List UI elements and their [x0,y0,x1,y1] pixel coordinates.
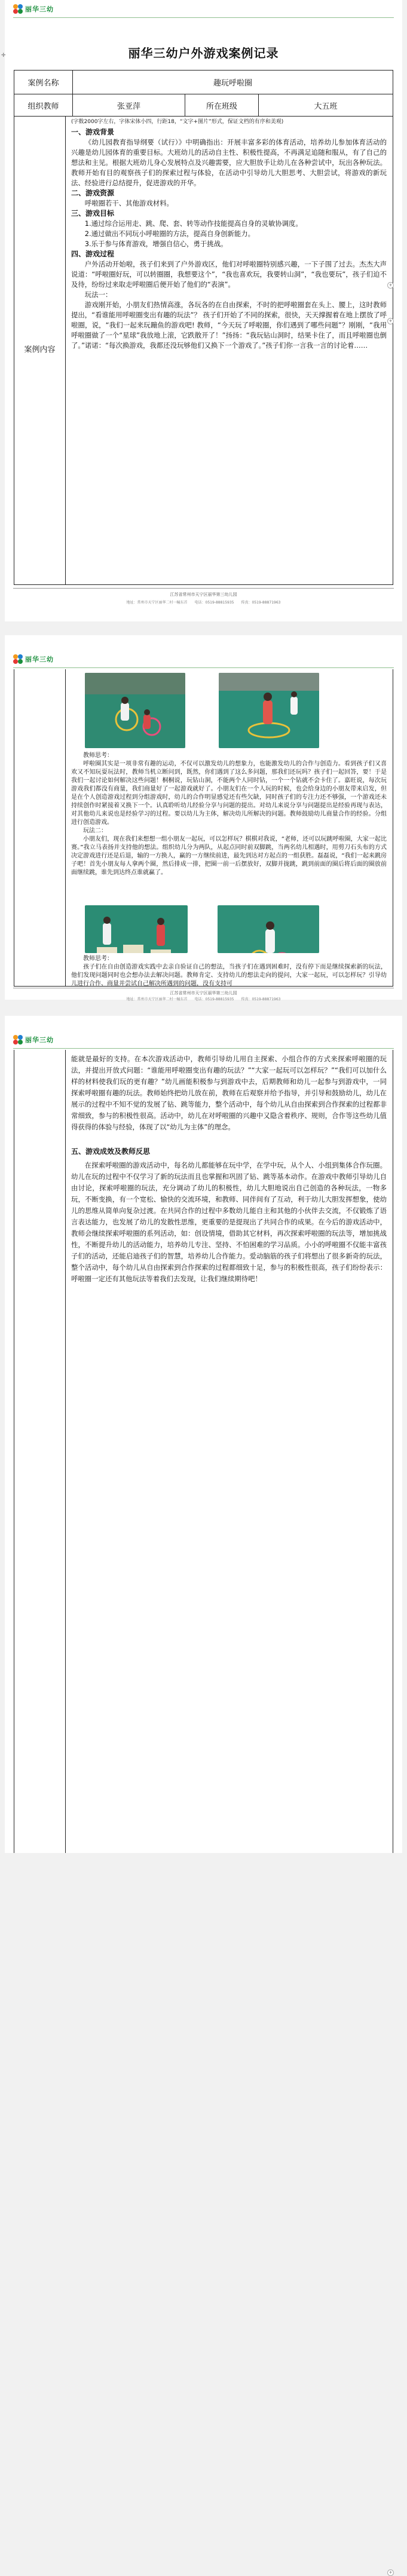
case-content-text [71,752,387,877]
logo-text: 丽华三幼 [25,656,54,663]
header-divider [13,1048,394,1049]
footer-contact: 地址：常州市天宁区丽华二村一幢东首 电话：0519-88815935 传真：0519-88871963 [126,997,281,1001]
section4-heading: 四、游戏过程 [71,250,115,258]
section1-heading: 一、游戏背景 [71,128,115,136]
section3-heading: 三、游戏目标 [71,209,115,218]
goal-item: 3.乐于参与体育游戏，增强自信心，勇于挑战。 [84,240,228,248]
header-divider [13,17,394,18]
teacher-label: 组织教师 [14,94,73,117]
footer-divider [13,588,394,589]
class-label: 所在班级 [185,94,259,117]
goal-item: 1.通过综合运用走、跳、爬、套、转等动作技能提高自身的灵敏协调度。 [84,219,302,228]
content-label: 案例内容 [24,345,56,354]
logo-icon [13,4,23,14]
case-info-table [14,70,393,117]
class-value: 大五班 [259,94,393,117]
process-paragraph: 户外活动开始啦，孩子们来到了户外游戏区，他们对呼啦圈特别感兴趣，一下子围了过去。杰杰大声说道：“呼啦圈好玩，可以转圈圈，我想要这个”，“我也喜欢玩，我要转山洞”，“我也要玩”，孩子们迫不及待，纷纷过来取走呼啦圈后便开始了他们的“表演”。 [71,260,387,289]
section2-text: 呼啦圈若干、其他游戏材料。 [84,199,173,207]
format-note: (字数2000字左右，字体宋体小四，行距18，“文字+图片”形式，保证文档的有序和美观) [71,119,284,125]
content-label-column [14,116,66,584]
header-logo [13,4,54,14]
comment-marker-icon[interactable]: + [387,318,394,324]
footer-org: 江苏省常州市天宁区丽华第三幼儿园 [170,592,237,597]
document-page-2 [5,635,402,1000]
logo-icon [13,1035,23,1045]
logo-text: 丽华三幼 [25,5,54,13]
case-name-label: 案例名称 [14,71,73,94]
process-paragraph: 小朋友们，现在我们来想想一组小朋友一起玩，可以怎样玩？棋棋对我说，“老师，还可以玩跳呼啦圈，大家一起比赛。”我立马表扬并支持他的想法。组织幼儿分为两队，从起点同时前双脚跳，当两名幼儿相遇时，用剪刀石头布的方式决定游戏进行还是后退，输的一方换人，赢的一方继续前进，最先到达对方起点的一组获胜。磊磊说，“我们一起来跳房子吧！首先小朋友每人拿两个圈，然后排成一排，把圈一前一后摆放好，双脚并拢跳，跳到前面的圈后将后面的圈放前面继续跳，谁先到达终点谁就赢了。 [71,836,387,876]
header-logo [13,1035,54,1045]
content-label-column [14,669,66,986]
section2-heading: 二、游戏资源 [71,189,115,197]
play2-label: 玩法二： [83,828,107,834]
page-title: 丽华三幼户外游戏案例记录 [128,46,279,60]
case-content-cell [14,116,393,585]
logo-text: 丽华三幼 [25,1036,54,1044]
activity-photo [85,673,185,748]
content-label-column [14,1050,66,1853]
move-handle-icon[interactable]: ✛ [1,53,6,59]
play1-label: 玩法一： [84,290,112,299]
case-content-cell [14,1050,393,1853]
comment-marker-icon[interactable]: + [387,2569,394,2576]
header-logo [13,654,54,664]
reflection-paragraph: 呼啦圈其实是一项非常有趣的运动，不仅可以激发幼儿的想象力，也能激发幼儿的合作与创造力。看到孩子们又喜欢又不知玩耍玩法时，教师当机立断问到，既然，你们遇到了这么多问题，那我们还玩吗？孩子们一起回答，要！于是我们一起讨论如何解决这些问题！桐桐说，玩钻山洞，不能两个人同时钻，一个一个钻就不会卡住了。嘉旺说，每次玩游戏我们都没有商量，我们商量好了一起游戏就好了。小朋友们在一个人玩的时候，也会给身边的小朋友带来启发，但是在个人创造游戏过程到分组游戏时，幼儿的合作明显感觉还有些欠缺，同时孩子们的专注力还不够强，一个游戏还未持续创作时紧接着又换下一个。认真聆听幼儿经验分享与问题的提出。对幼儿来说分享与问题提出是经验再现与表达，对其他幼儿来说也是经验学习的过程。要以幼儿为主体，解决幼儿所解决的问题。教师鼓励幼儿商量合作的经验。分组进行创造游戏。 [71,761,387,826]
case-content-text [71,955,387,988]
goal-item: 2.通过做出不同玩小呼啦圈的方法，提高自身创新能力。 [84,229,255,238]
section1-text: 《幼儿园教育指导纲要（试行）》中明确指出：开展丰富多彩的体育活动，培养幼儿参加体育活动的兴趣是幼儿园体育的重要目标。大班幼儿的活动自主性、积极性提高，不再满足追随和服从，有了自己的想法和主见。根据大班幼儿身心发展特点及兴趣需要，应大胆放手让幼儿在各种尝试中，玩出各种玩法。教师开始有目的观察孩子们的探索过程与体验，在活动中引导幼儿大胆思考、大胆尝试，将游戏的新玩法、经验进行总结提升，促进游戏的开华。 [71,138,387,187]
case-content-cell [14,669,393,987]
document-page-3 [5,1016,402,2575]
footer-contact: 地址：常州市天宁区丽华二村一幢东首 电话：0519-88815935 传真：0519-88871963 [126,601,281,605]
activity-photo [218,905,319,953]
header-divider [13,667,394,668]
reflection-label: 教师思考： [83,955,113,962]
teacher-value: 张亚萍 [73,94,185,117]
reflection-paragraph: 孩子们在自由创造游戏实践中去亲自验证自己的想法，当孩子们在遇到困难时，没有停下而是继续探索新的玩法，他们发现问题同时也会想办法去解决问题。教师肯定、支持幼儿的想法走向的提问，大家一起玩，可以怎样玩？引导幼儿进行合作、商量并尝试自己解决所遇到的问题，没有支持可 [71,964,387,987]
case-content-text [71,1053,387,1285]
footer-org: 江苏省常州市天宁区丽华第三幼儿园 [170,991,237,996]
reflection-label: 教师思考： [83,752,113,759]
reflection-paragraph: 在探索呼啦圈的游戏活动中，每名幼儿都能够在玩中学，在学中玩，从个人、小组到集体合作玩圈。幼儿在玩的过程中不仅学习了新的玩法而且也掌握和巩固了钻、跳等基本动作。在游戏中教师引导幼儿自由讨论，探索呼啦圈的玩法，充分调动了幼儿的积极性，幼儿大胆地说出自己创造的各种玩法，一物多玩，不断变换，有一个宽松、愉快的交流环境，和教师、同伴间有了互动，利于幼儿大胆发挥想象，使幼儿的思维从简单向复杂过渡。在共同合作的过程中多数幼儿能自主和其他的小伙伴去交流，不仅锻炼了语言表达能力，也发展了幼儿的发散性思维，更重要的是提现出了共同合作的成果。在今后的游戏活动中，教师会继续探索呼啦圈的系列活动，如：创设情境，借助其它材料，再次探索呼啦圈的玩法等，增加挑战性，不断提升幼儿的活动能力，培养幼儿专注、坚持、不怕困难的学习品质。小小的呼啦圈不仅能丰富孩子们的活动，还能启迪孩子们的智慧，培养幼儿合作能力。爱动脑筋的孩子们将想出了很多新奇的玩法，整个活动中，每个幼儿从自由探索到合作探索的过程都细致十足，参与的积极性很高，孩子们纷纷表示：呼啦圈一定还有其他玩法等着我们去发现，让我们继续期待吧！ [71,1161,387,1283]
comment-marker-icon[interactable]: + [387,282,394,289]
section5-heading: 五、游戏成效及教师反思 [71,1147,151,1156]
reflection-paragraph: 能就是最好的支持。在本次游戏活动中，教师引导幼儿用自主探索、小组合作的方式来探索呼啦圈的玩法，并提出开放式问题：“谁能用呼啦圈变出有趣的玩法？”“大家一起玩可以怎样玩？”“我们可以加什么样的材料使我们玩的更有趣？”幼儿画能积极参与到游戏中去，后期教师和幼儿一起参与到游戏中，一同探索呼啦圈有趣的玩法。教师始终把幼儿放在前，教师在后观察并给予指导，并引导和鼓励幼儿，幼儿在展示的过程中不知不觉的发展了钻、跳等能力，整个活动中，每个幼儿从自由探索到合作探索的过程都非常细致，参与的积极性很高。活动中，幼儿在对呼啦圈的兴趣中又隐含着秩序、规则，合作等这些幼儿值得获得的体验与经验，体现了以“幼儿为主体”的理念。 [71,1055,387,1131]
activity-photo [85,905,188,953]
process-paragraph: 游戏刚开始，小朋友们热情高涨，各玩各的在自由探索，不时的把呼啦圈套在头上、腰上，这时教师提出，“看谁能用呼啦圈变出有趣的玩法”？ 孩子们开始了不同的探索，很快，天天撑握着在地上摆放了呼啦圈，说，“我们一起来玩蹦鱼的游戏吧! 教师，“今天玩了呼啦圈，你们遇到了哪些问题”？刚刚，“我用呼啦圈做了一个“星球”我放地上滚，它跌散开了！”扬扬：“我玩钻山洞时，结果卡住了，而且呼啦圈也倒了。”诺诺：“每次换游戏，我都还没玩够他们又换下一个游戏了。”孩子们你一言我一言的讨论着…… [71,301,387,350]
logo-icon [13,654,23,664]
case-name-value: 趣玩呼啦圈 [73,71,393,94]
activity-photo [219,673,319,748]
case-content-text [71,118,387,351]
document-page-1 [1,0,402,621]
